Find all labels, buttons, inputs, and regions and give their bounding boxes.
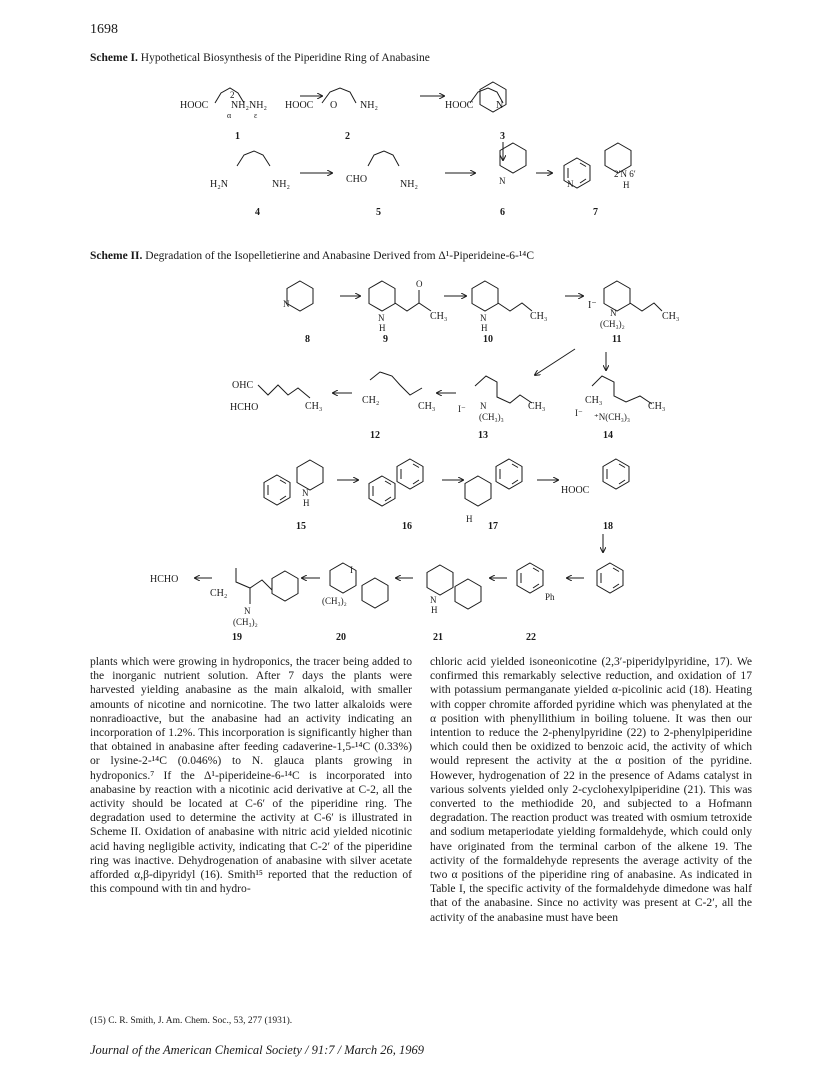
compound-number-6: 6 — [500, 207, 505, 218]
label-ch3-13: CH₃ — [528, 401, 546, 412]
label-n-21: N — [430, 595, 437, 605]
label-n-6: N — [499, 176, 506, 186]
ring-21 — [427, 565, 453, 595]
label-nh2-1a: NH₂ — [231, 100, 249, 111]
label-n-11: N — [610, 308, 617, 318]
label-h-17: H — [466, 514, 473, 524]
label-epsilon: ε — [254, 111, 258, 120]
label-ch3-14a: CH₃ — [585, 395, 603, 406]
label-h-10: H — [481, 323, 488, 333]
label-hooc-1: HOOC — [180, 100, 209, 111]
label-ch3-11: CH₃ — [662, 311, 680, 322]
label-hooc-18: HOOC — [561, 485, 590, 496]
body-column-left — [90, 655, 412, 896]
footnote-15: (15) C. R. Smith, J. Am. Chem. Soc., 53, 277 (1931). — [90, 1016, 293, 1026]
pyridine-ring-17 — [496, 459, 522, 489]
label-nh2-5: NH₂ — [400, 179, 418, 190]
cyclohexyl-ring-20 — [362, 578, 388, 608]
scheme-2-label: Scheme II. — [90, 250, 143, 262]
label-n-9: N — [378, 313, 385, 323]
pyridine-ring-16a — [397, 459, 423, 489]
compound-number-1: 1 — [235, 131, 240, 142]
compound-number-12: 12 — [370, 430, 380, 441]
ring-11 — [604, 281, 630, 311]
compound-number-18: 18 — [603, 521, 613, 532]
pyridine-ring-15 — [264, 475, 290, 505]
scheme-2-title: Degradation of the Isopelletierine and Anabasine Derived from Δ¹-Piperideine-6-¹⁴C — [145, 250, 534, 262]
compound-number-14: 14 — [603, 430, 613, 441]
ring-9 — [369, 281, 395, 311]
cyclohexyl-ring-19 — [272, 571, 298, 601]
compound-number-4: 4 — [255, 207, 260, 218]
label-ch2-19: CH₂ — [210, 588, 228, 599]
label-n-13: N — [480, 401, 487, 411]
compound-number-17: 17 — [488, 521, 498, 532]
label-i-20: I — [350, 565, 353, 575]
compound-number-20: 20 — [336, 632, 346, 643]
label-position-2: 2 — [230, 90, 235, 100]
label-nh2-2: NH₂ — [360, 100, 378, 111]
label-ch3-9: CH₃ — [430, 311, 448, 322]
label-nch33-14: ⁺N(CH₃)₃ — [594, 412, 631, 422]
compound-number-15: 15 — [296, 521, 306, 532]
label-n-15: N — [302, 488, 309, 498]
piperidine-ring-17 — [465, 476, 491, 506]
journal-citation-footer: Journal of the American Chemical Society / 91:7 / March 26, 1969 — [90, 1043, 424, 1057]
label-h-7: H — [623, 180, 630, 190]
label-n-10: N — [480, 313, 487, 323]
label-cho-5: CHO — [346, 174, 368, 185]
label-n-3: N — [496, 100, 504, 111]
label-ch33-13: (CH₃)₃ — [479, 412, 504, 422]
compound-number-21: 21 — [433, 632, 443, 643]
compound-number-13: 13 — [478, 430, 488, 441]
label-o-2: O — [330, 100, 338, 111]
label-h2n-4: H₂N — [210, 179, 228, 190]
page-number: 1698 — [90, 22, 118, 37]
compound-number-3: 3 — [500, 131, 505, 142]
label-hooc-2: HOOC — [285, 100, 314, 111]
compound-number-11: 11 — [612, 334, 622, 345]
piperidine-ring-15 — [297, 460, 323, 490]
label-h-15: H — [303, 498, 310, 508]
label-iodide-14: I⁻ — [575, 408, 583, 418]
body-column-right — [430, 655, 752, 925]
label-alpha: α — [227, 111, 232, 120]
label-hcho-12: HCHO — [230, 402, 259, 413]
label-ohc-12: OHC — [232, 380, 254, 391]
label-h-9: H — [379, 323, 386, 333]
label-ch3-12b: CH₃ — [418, 401, 436, 412]
label-n-7: N — [567, 179, 574, 189]
label-nh2-1b: NH₂ — [249, 100, 267, 111]
compound-number-5: 5 — [376, 207, 381, 218]
ring-10 — [472, 281, 498, 311]
compound-number-7: 7 — [593, 207, 598, 218]
left-column-text: plants which were growing in hydroponics, the tracer being added to the inorganic nutrient solution. After 7 days the plants were harvested yielding anabasine as the main alkaloid, with smaller amounts of nicotine and nornicotine. The two latter alkaloids were nonradioactive, but the anabasine had an activity indicating an incorporation of 1.2%. This incorporation is significantly higher than that obtained in anabasine after feeding cadaverine-1,5-¹⁴C (0.33%) or lysine-2-¹⁴C (0.046%) to N. glauca plants growing in hydroponics.⁷ If the Δ¹-piperideine-6-¹⁴C is incorporated into anabasine by reaction with a nicotinic acid derivative at C-2, all the activity should be located at C-6′ of the piperidine ring. The degradation used to determine the activity at C-6′ is illustrated in Scheme II. Oxidation of anabasine with nitric acid yielded nicotinic acid having negligible activity, indicating that C-2′ of the piperidine ring was inactive. Dehydrogenation of anabasine with silver acetate afforded α,β-dipyridyl (16). Smith¹⁵ reported that the reduction of this compound with tin and hydro- — [90, 655, 412, 896]
pyridine-ring-22 — [517, 563, 543, 593]
label-n-8: N — [283, 299, 290, 309]
label-ch3-12: CH₃ — [305, 401, 323, 412]
compound-number-22: 22 — [526, 632, 536, 643]
label-hooc-3: HOOC — [445, 100, 474, 111]
label-ph-22: Ph — [545, 592, 555, 602]
label-ch2-12: CH₂ — [362, 395, 380, 406]
label-ch3-10: CH₃ — [530, 311, 548, 322]
label-ch32-20: (CH₃)₂ — [322, 596, 347, 606]
pyridine-ring-16b — [369, 476, 395, 506]
scheme-1-label: Scheme I. — [90, 52, 138, 64]
cyclohexyl-ring-21 — [455, 579, 481, 609]
label-iodide-13: I⁻ — [458, 404, 466, 414]
piperideine-ring-6 — [500, 143, 526, 173]
label-nh2-4: NH₂ — [272, 179, 290, 190]
label-h-21: H — [431, 605, 438, 615]
right-column-text: chloric acid yielded isoneonicotine (2,3′-piperidylpyridine, 17). We confirmed this remarkably selective reduction, and oxidation of 17 with potassium permanganate yielded α-picolinic acid (18). Heating with copper chromite afforded pyridine which was phenylated at the α position with phenyllithium in boiling toluene. It was then our intention to reduce the 2-phenylpyridine (22) to 2-phenylpiperidine which could then be oxidized to benzoic acid, the activity of which would represent the activity at the α position of the pyridine. However, hydrogenation of 22 in the presence of Adams catalyst in various solvents yielded only 2-cyclohexylpiperidine (21). This was converted to the methiodide 20, and subjected to a Hofmann degradation. The reaction product was treated with osmium tetroxide and sodium metaperiodate yielding formaldehyde, which could only have originated from the terminal carbon of the alkene 19. The activity of the formaldehyde represents the average activity of the two α positions of the piperidine ring of anabasine. As indicated in Table I, the specific activity of the formaldehyde dimedone was half that of the anabasine. Since no activity was present at C-2′, all the activity of the anabasine must have been — [430, 655, 752, 924]
label-ch32-19: (CH₃)₂ — [233, 617, 258, 627]
ring-8 — [287, 281, 313, 311]
label-iodide-11: I⁻ — [588, 300, 597, 311]
scheme-1-title: Hypothetical Biosynthesis of the Piperidine Ring of Anabasine — [140, 52, 430, 64]
label-o-9: O — [416, 279, 423, 289]
scheme-2-row4-bonds — [236, 568, 272, 604]
pyridine-ring-18 — [603, 459, 629, 489]
label-hcho-19: HCHO — [150, 574, 179, 585]
compound-number-19: 19 — [232, 632, 242, 643]
pyridine-ring-22b — [597, 563, 623, 593]
label-n6-7: 2′N 6′ — [614, 169, 636, 179]
label-ch3-14: CH₃ — [648, 401, 666, 412]
compound-number-16: 16 — [402, 521, 412, 532]
label-ch32-11: (CH₃)₂ — [600, 319, 625, 329]
compound-number-8: 8 — [305, 334, 310, 345]
label-n-19: N — [244, 606, 251, 616]
compound-number-9: 9 — [383, 334, 388, 345]
compound-number-2: 2 — [345, 131, 350, 142]
compound-number-10: 10 — [483, 334, 493, 345]
